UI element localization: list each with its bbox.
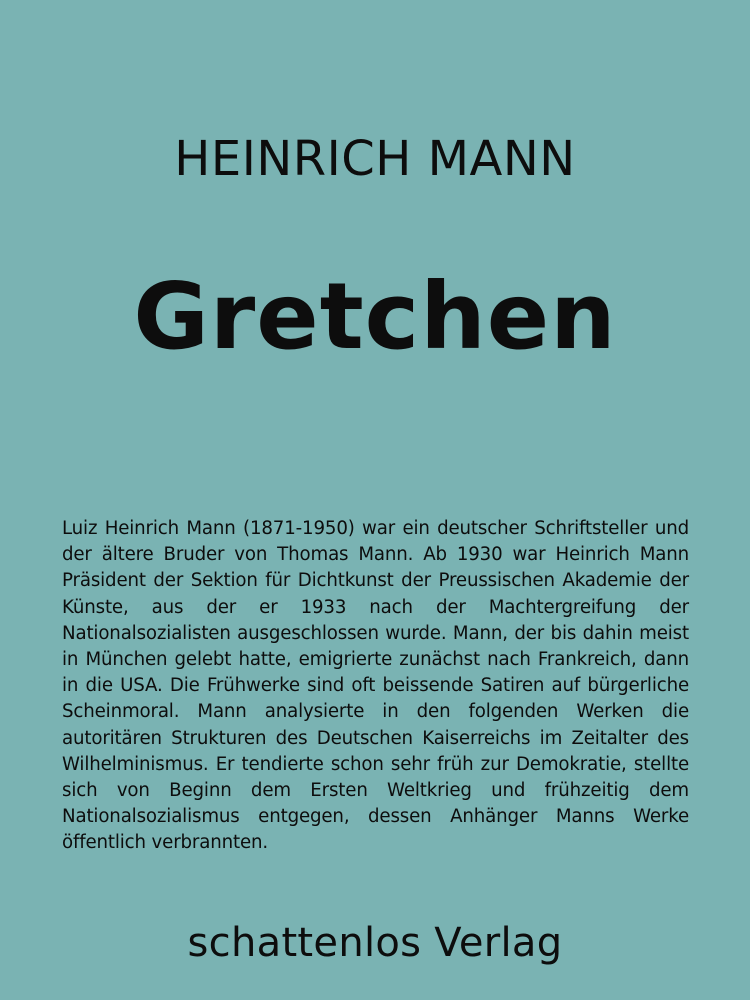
publisher-name: schattenlos Verlag bbox=[187, 920, 563, 966]
author-biography: Luiz Heinrich Mann (1871-1950) war ein deutscher Schriftsteller und der ältere Bruder von Thomas Mann. Ab 1930 war Heinrich Mann Präsident der Sektion für Dichtkunst der Preussischen Akademie der Künste, aus der er 1933 nach der Machtergreifung der Nationalsozialisten ausgeschlossen wurde. Mann, der bis dahin meist in München gelebt hatte, emigrierte zunächst nach Frankreich, dann in die USA. Die Frühwerke sind oft beissende Satiren auf bürgerliche Scheinmoral. Mann analysierte in den folgenden Werken die autoritären Strukturen des Deutschen Kaiserreichs im Zeitalter des Wilhelminismus. Er tendierte schon sehr früh zur Demokratie, stellte sich von Beginn dem Ersten Weltkrieg und frühzeitig dem Nationalsozialismus entgegen, dessen Anhänger Manns Werke öffentlich verbrannten. bbox=[62, 518, 689, 854]
book-title: Gretchen bbox=[133, 263, 617, 370]
author-name: HEINRICH MANN bbox=[174, 131, 576, 187]
